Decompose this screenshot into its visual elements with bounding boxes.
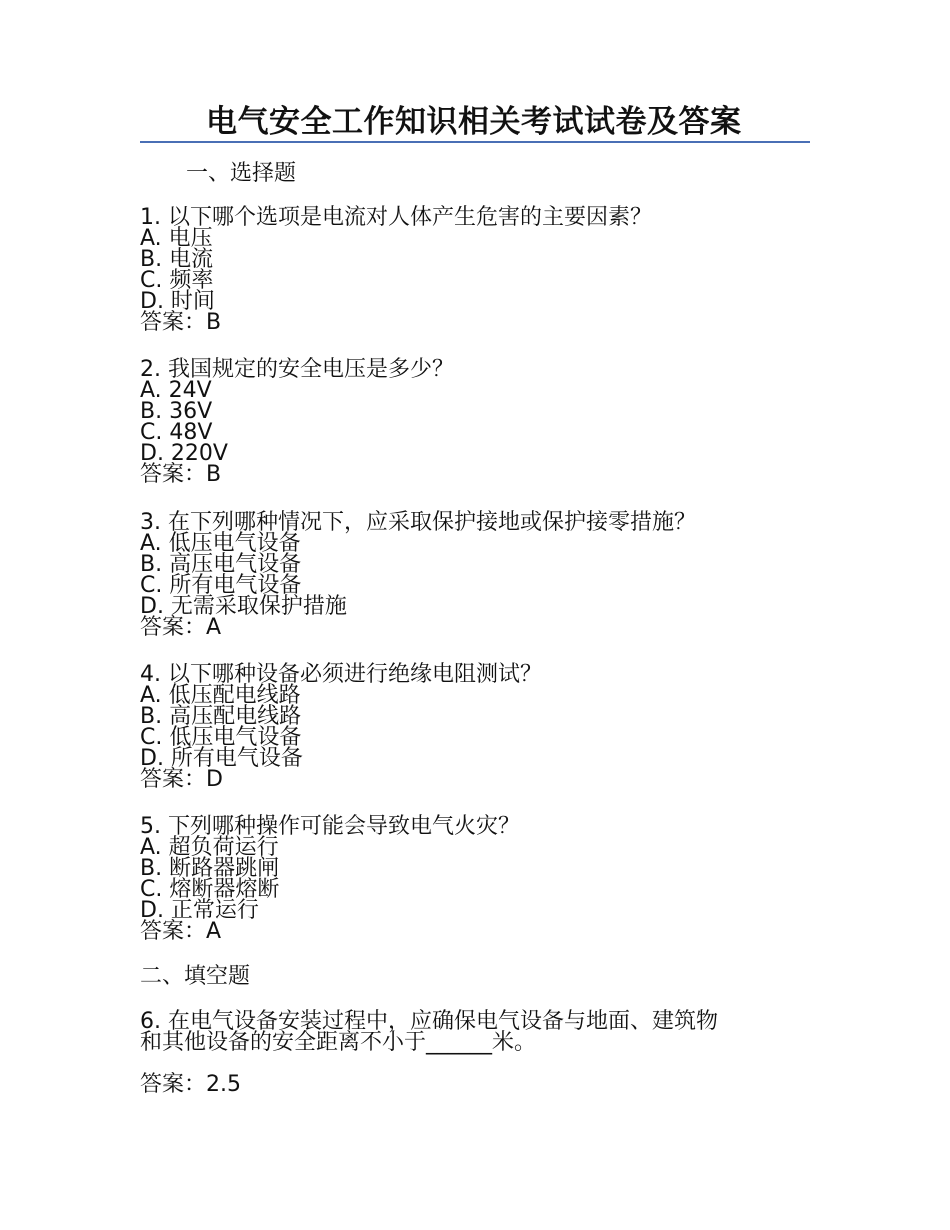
- question-stem: 1. 以下哪个选项是电流对人体产生危害的主要因素？: [140, 205, 652, 230]
- question-stem: 5. 下列哪种操作可能会导致电气火灾？: [140, 814, 520, 839]
- option-d: D. 无需采取保护措施: [140, 594, 347, 619]
- option-a: A. 24V: [140, 378, 212, 403]
- option-b: B. 36V: [140, 399, 213, 424]
- answer: 答案：A: [140, 615, 222, 640]
- option-c: C. 低压电气设备: [140, 725, 302, 750]
- answer: 答案：B: [140, 462, 222, 487]
- option-d: D. 正常运行: [140, 898, 259, 923]
- section-heading-choice: 一、选择题: [186, 161, 297, 186]
- option-c: C. 48V: [140, 420, 213, 445]
- question-4: [140, 664, 542, 790]
- option-b: B. 断路器跳闸: [140, 856, 280, 881]
- question-6: [140, 1011, 718, 1053]
- answer: 答案：B: [140, 310, 222, 335]
- question-stem-line-1: 6. 在电气设备安装过程中，应确保电气设备与地面、建筑物: [140, 1009, 718, 1034]
- option-c: C. 熔断器熔断: [140, 877, 280, 902]
- answer-6: 答案：2.5: [140, 1072, 241, 1097]
- option-d: D. 所有电气设备: [140, 746, 303, 771]
- answer: 答案：A: [140, 919, 222, 944]
- question-stem-line-2: 和其他设备的安全距离不小于______米。: [140, 1030, 537, 1055]
- document-title-block: [140, 103, 810, 143]
- option-c: C. 频率: [140, 268, 214, 293]
- option-b: B. 高压电气设备: [140, 552, 302, 577]
- document-title: 电气安全工作知识相关考试试卷及答案: [206, 104, 742, 140]
- answer: 答案：D: [140, 767, 223, 792]
- option-a: A. 超负荷运行: [140, 835, 279, 860]
- question-stem: 2. 我国规定的安全电压是多少？: [140, 357, 454, 382]
- section-heading-fill: 二、填空题: [140, 964, 251, 989]
- option-d: D. 时间: [140, 289, 215, 314]
- question-3: [140, 512, 696, 638]
- option-b: B. 电流: [140, 247, 214, 272]
- option-b: B. 高压配电线路: [140, 704, 302, 729]
- option-a: A. 低压配电线路: [140, 683, 301, 708]
- option-a: A. 电压: [140, 226, 213, 251]
- option-d: D. 220V: [140, 441, 228, 466]
- option-c: C. 所有电气设备: [140, 573, 302, 598]
- question-1: [140, 207, 652, 333]
- question-5: [140, 816, 520, 942]
- option-a: A. 低压电气设备: [140, 531, 301, 556]
- question-2: [140, 359, 454, 485]
- question-stem: 4. 以下哪种设备必须进行绝缘电阻测试？: [140, 662, 542, 687]
- question-stem: 3. 在下列哪种情况下，应采取保护接地或保护接零措施？: [140, 510, 696, 535]
